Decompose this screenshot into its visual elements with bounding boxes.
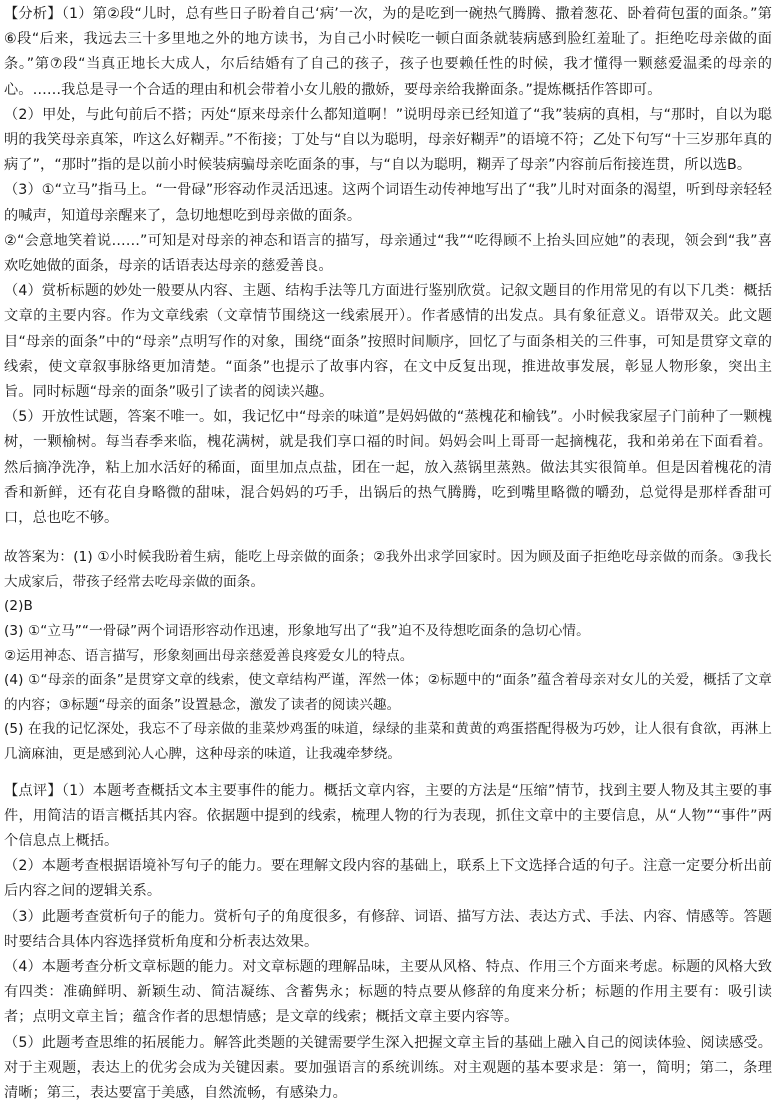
comment-section: [4, 779, 772, 1106]
comment-para-4: （4）本题考查分析文章标题的能力。对文章标题的理解品味，主要从风格、特点、作用三个方面来考虑。标题的风格大致有四类：准确鲜明、新颖生动、简洁凝练、含蓄隽永；标题的特点要从修辞的角度来分析；标题的作用主要有：吸引读者；点明文章主旨；蕴含作者的思想情感；是文章的线索；概括文章主要内容等。: [4, 959, 772, 1026]
analysis-para-5: （4）赏析标题的妙处一般要从内容、主题、结构手法等几方面进行鉴别欣赏。记叙文题目的作用常见的有以下几类：概括文章的主要内容。作为文章线索（文章情节围绕这一线索展开）。作者感情的出发点。具有象征意义。语带双关。此文题目“母亲的面条”中的“母亲”点明写作的对象，围绕“面条”按照时间顺序，回忆了与面条相关的三件事，可知是贯穿文章的线索，使文章叙事脉络更加清楚。“面条”也提示了故事内容，在文中反复出现，推进故事发展，彰显人物形象，突出主旨。同时标题“母亲的面条”吸引了读者的阅读兴趣。: [4, 283, 772, 401]
comment-para-1: 【点评】（1）本题考查概括文本主要事件的能力。概括文章内容，主要的方法是“压缩”情节，找到主要人物及其主要的事件，用简洁的语言概括其内容。依据题中提到的线索，梳理人物的行为表现，抓住文章中的主要信息，从“人物”“事件”两个信息点上概括。: [4, 782, 772, 850]
answer-para-5: (4) ①“母亲的面条”是贯穿文章的线索，使文章结构严谨，浑然一体；②标题中的“面条”蕴含着母亲对女儿的关爱，概括了文章的内容；③标题“母亲的面条”设置悬念，激发了读者的阅读兴趣。: [4, 672, 772, 713]
comment-para-5: （5）此题考查思维的拓展能力。解答此类题的关键需要学生深入把握文章主旨的基础上融入自己的阅读体验、阅读感受。对于主观题，表达上的优劣会成为关键因素。要加强语言的系统训练。对主观题的基本要求是：第一，简明；第二，条理清晰；第三，表达要富于美感，自然流畅，有感染力。: [4, 1034, 772, 1102]
section-gap: [4, 767, 772, 779]
analysis-para-6: （5）开放性试题，答案不唯一。如，我记忆中“母亲的味道”是妈妈做的“蒸槐花和榆钱”。小时候我家屋子门前种了一颗槐树，一颗榆树。每当春季来临，槐花满树，就是我们享口福的时间。妈妈会叫上哥哥一起摘槐花，我和弟弟在下面看着。然后摘净洗净，粘上加水活好的稀面，面里加点点盐，团在一起，放入蒸锅里蒸熟。做法其实很简单。但是因着槐花的清香和新鲜，还有花自身略微的甜味，混合妈妈的巧手，出锅后的热气腾腾，吃到嘴里略微的嚼劲，总觉得是那样香甜可口，总也吃不够。: [4, 409, 772, 527]
answer-section: [4, 545, 772, 766]
section-gap: [4, 531, 772, 545]
comment-para-3: （3）此题考查赏析句子的能力。赏析句子的角度很多，有修辞、词语、描写方法、表达方式、手法、内容、情感等。答题时要结合具体内容选择赏析角度和分析表达效果。: [4, 908, 772, 950]
analysis-para-4: ②“会意地笑着说……”可知是对母亲的神态和语言的描写，母亲通过“我”“吃得顾不上抬头回应她”的表现，领会到“我”喜欢吃她做的面条，母亲的话语表达母亲的慈爱善良。: [4, 232, 772, 275]
analysis-para-2: （2）甲处，与此句前后不搭；丙处“原来母亲什么都知道啊！”说明母亲已经知道了“我”装病的真相，与“那时，自以为聪明的我笑母亲真笨，咋这么好糊弄。”不衔接；丁处与“自以为聪明，母亲好糊弄”的语境不符；乙处下句写“十三岁那年真的病了”，“那时”指的是以前小时候装病骗母亲吃面条的事，与“自以为聪明，糊弄了母亲”内容前后衔接连贯，所以选B。: [4, 106, 772, 174]
answer-para-4: ②运用神态、语言描写，形象刻画出母亲慈爱善良疼爱女儿的特点。: [4, 647, 414, 664]
answer-para-1: 故答案为：(1) ①小时候我盼着生病，能吃上母亲做的面条；②我外出求学回家时。因为顾及面子拒绝吃母亲做的而条。③我长大成家后，带孩子经常去吃母亲做的面条。: [4, 549, 772, 590]
analysis-para-1: 【分析】（1）第②段“儿时，总有些日子盼着自己‘病’一次，为的是吃到一碗热气腾腾、撒着葱花、卧着荷包蛋的面条。”第⑥段“后来，我远去三十多里地之外的地方读书，为自己小时候吃一顿白面条就装病感到脸红羞耻了。拒绝吃母亲做的面条。”第⑦段“当真正地长大成人，尔后结婚有了自己的孩子，孩子也要赖任性的时候，我才懂得一颗慈爱温柔的母亲的心。……我总是寻一个合适的理由和机会带着小女儿般的撒娇，要母亲给我擀面条。”提炼概括作答即可。: [4, 6, 772, 98]
analysis-section: [4, 2, 772, 531]
answer-para-3: (3) ①“立马”“一骨碌”两个词语形容动作迅速，形象地写出了“我”迫不及待想吃面条的急切心情。: [4, 623, 590, 640]
analysis-para-3: （3）①“立马”指马上。“一骨碌”形容动作灵活迅速。这两个词语生动传神地写出了“我”儿时对面条的渴望，听到母亲轻轻的喊声，知道母亲醒来了，急切地想吃到母亲做的面条。: [4, 182, 772, 224]
answer-para-6: (5) 在我的记忆深处，我忘不了母亲做的韭菜炒鸡蛋的味道，绿绿的韭菜和黄黄的鸡蛋搭配得极为巧妙，让人很有食欲，再淋上几滴麻油，更是感到沁人心脾，这种母亲的味道，让我魂牵梦绕。: [4, 721, 772, 763]
comment-para-2: （2）本题考查根据语境补写句子的能力。要在理解文段内容的基础上，联系上下文选择合适的句子。注意一定要分析出前后内容之间的逻辑关系。: [4, 858, 772, 900]
answer-para-2: (2)B: [4, 598, 33, 615]
